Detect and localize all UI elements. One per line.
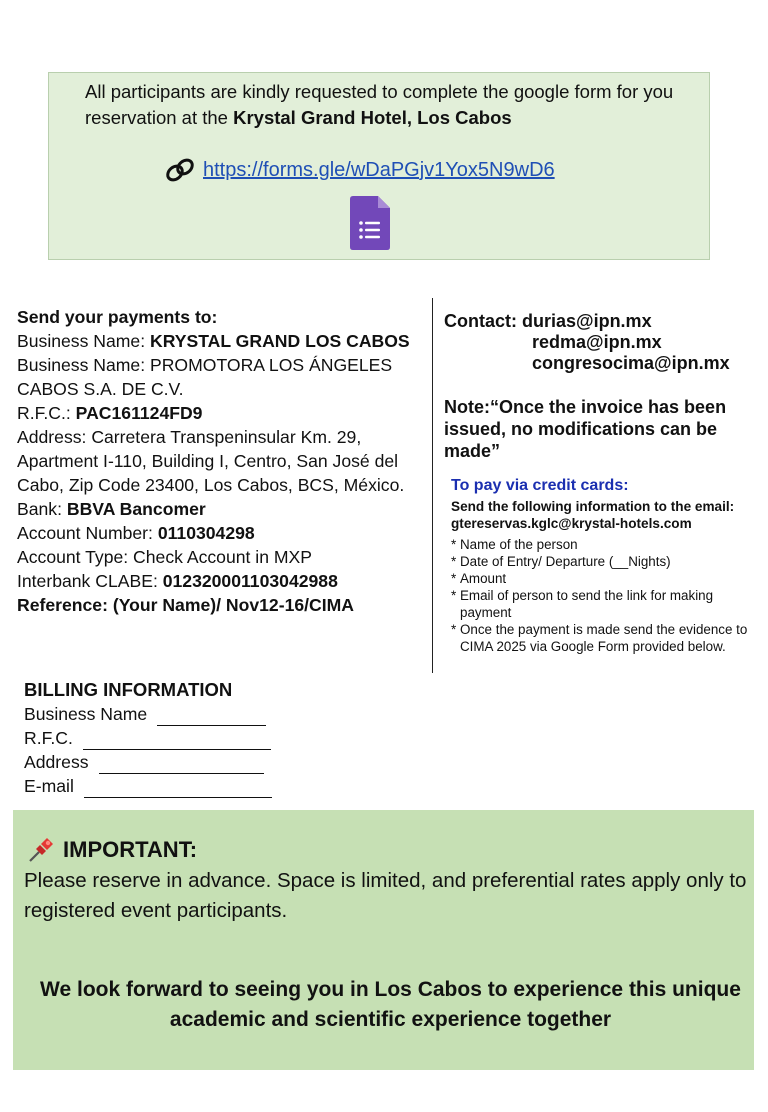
- pushpin-icon: [27, 836, 55, 864]
- important-box: [13, 810, 754, 1070]
- important-title: IMPORTANT:: [63, 837, 198, 862]
- billing-field: Address: [24, 750, 272, 774]
- address: Address: Carretera Transpeninsular Km. 29, Apartment I-110, Building I, Centro, San José del Cabo, Zip Code 23400, Los Cabos, BCS, México.: [17, 427, 405, 495]
- credit-card-list: [451, 536, 761, 655]
- link-icon: [165, 157, 195, 183]
- billing-field: Business Name: [24, 702, 272, 726]
- billing-blank[interactable]: [84, 779, 272, 798]
- business-name-line: Business Name: KRYSTAL GRAND LOS CABOS: [17, 331, 410, 351]
- rfc-value: PAC161124FD9: [75, 403, 203, 423]
- list-item: * Once the payment is made send the evidence to CIMA 2025 via Google Form provided below.: [451, 622, 748, 654]
- payment-info: [17, 305, 427, 617]
- credit-card-title: To pay via credit cards:: [451, 477, 629, 494]
- list-item: * Name of the person: [451, 537, 578, 552]
- payment-heading: Send your payments to:: [17, 307, 218, 327]
- billing-blank[interactable]: [83, 731, 271, 750]
- rfc-line: R.F.C.: PAC161124FD9: [17, 403, 203, 423]
- account-number-line: Account Number: 0110304298: [17, 523, 255, 543]
- credit-card-subtitle: Send the following information to the email: gtereservas.kglc@krystal-hotels.com: [451, 499, 735, 531]
- list-item: * Date of Entry/ Departure (__Nights): [451, 554, 671, 569]
- account-type: Account Type: Check Account in MXP: [17, 547, 313, 567]
- contact-block: [444, 311, 730, 374]
- bank-value: BBVA Bancomer: [66, 499, 206, 519]
- reference: Reference: (Your Name)/ Nov12-16/CIMA: [17, 595, 354, 615]
- intro-text: All participants are kindly requested to complete the google form for you reservation at the: [85, 81, 674, 128]
- billing-title: BILLING INFORMATION: [24, 679, 233, 700]
- list-item: * Email of person to send the link for making payment: [451, 588, 714, 620]
- billing-field: E-mail: [24, 774, 272, 798]
- clabe-line: Interbank CLABE: 012320001103042988: [17, 571, 338, 591]
- hotel-name: Krystal Grand Hotel, Los Cabos: [233, 107, 512, 128]
- invoice-note: Note:“Once the invoice has been issued, no modifications can be made”: [444, 397, 727, 461]
- billing-info: [24, 678, 272, 798]
- billing-blank[interactable]: [99, 755, 264, 774]
- business-name-2: Business Name: PROMOTORA LOS ÁNGELES CABOS S.A. DE C.V.: [17, 355, 393, 399]
- form-link-row: [165, 157, 555, 183]
- business-name-value: KRYSTAL GRAND LOS CABOS: [149, 331, 410, 351]
- important-heading: [27, 836, 197, 864]
- list-item: * Amount: [451, 571, 507, 586]
- clabe-value: 012320001103042988: [162, 571, 338, 591]
- contact-email[interactable]: durias@ipn.mx: [522, 311, 652, 331]
- important-text: Please reserve in advance. Space is limited, and preferential rates apply only to registered event participants.: [24, 869, 747, 922]
- billing-field: R.F.C.: [24, 726, 272, 750]
- contact-label: Contact:: [444, 311, 522, 331]
- google-forms-icon[interactable]: [350, 196, 390, 250]
- reservation-intro: [85, 79, 695, 131]
- closing-message: We look forward to seeing you in Los Cabos to experience this unique academic and scientific experience together: [40, 978, 741, 1031]
- contact-email[interactable]: redma@ipn.mx: [532, 332, 662, 352]
- credit-card-info: [451, 476, 761, 655]
- form-link[interactable]: https://forms.gle/wDaPGjv1Yox5N9wD6: [203, 158, 555, 181]
- billing-blank[interactable]: [157, 707, 266, 726]
- reservation-box: [48, 72, 710, 260]
- contact-email[interactable]: congresocima@ipn.mx: [532, 353, 730, 373]
- account-number-value: 0110304298: [157, 523, 255, 543]
- column-divider: [432, 298, 433, 673]
- bank-line: Bank: BBVA Bancomer: [17, 499, 206, 519]
